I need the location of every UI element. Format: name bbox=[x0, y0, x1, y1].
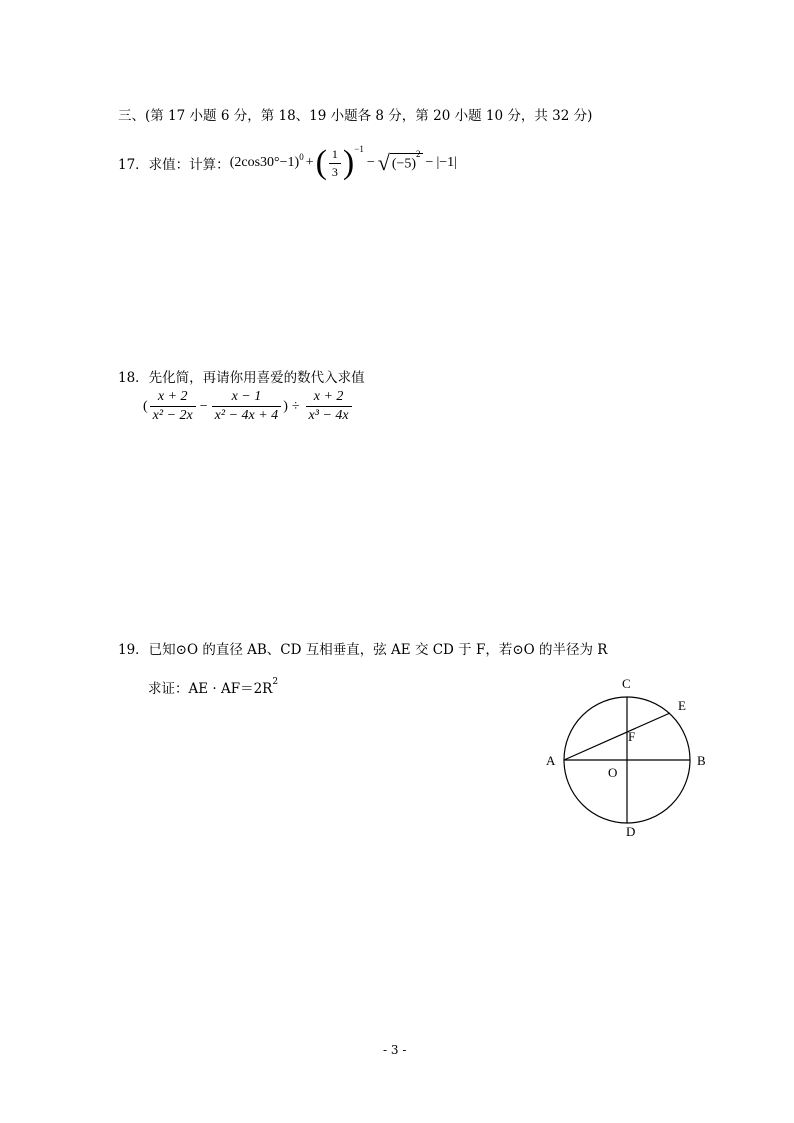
point-d-label: D bbox=[626, 824, 636, 839]
point-e-label: E bbox=[678, 698, 686, 713]
q17-sqrt: √ $(-5)^2$ bbox=[377, 149, 421, 175]
circle-diagram bbox=[530, 670, 720, 850]
page-number: - 3 - bbox=[383, 1043, 407, 1057]
point-b-label: B bbox=[697, 753, 706, 768]
q17-label: 17．求值：计算： bbox=[118, 157, 230, 173]
point-c-label: C bbox=[622, 676, 631, 691]
q18-expression: ( $\frac{x + 2}{\text{x² − 2x}}$ − $\frac{x - 1}{\text{x² − 4x + 4}}$ ) ÷ $\frac{x + 2}{\text{x³ − 4x}}$ bbox=[143, 389, 354, 424]
q17-cos-term: 2cos30°−1 bbox=[234, 155, 295, 170]
q18-label: 18．先化简，再请你用喜爱的数代入求值 bbox=[118, 370, 365, 386]
point-a-label: A bbox=[546, 753, 556, 768]
q17-fraction: $\frac{1}{3}$ bbox=[329, 147, 341, 180]
q18-fraction-2: $\frac{x - 1}{\text{x² − 4x + 4}}$ bbox=[212, 389, 282, 424]
q19-label: 19．已知⊙O 的直径 AB、CD 互相垂直，弦 AE 交 CD 于 F，若⊙O 的半径为 R bbox=[118, 642, 608, 658]
q19-prove: 求证：AE · $AF=2R^2$ bbox=[148, 676, 279, 697]
chord-ae bbox=[564, 713, 670, 760]
q17-expression: ( 2cos30°−1 ) $^0$ + ( $\frac{1}{3}$ ) $^{-1}$ − √ $(-5)^2$ − |−1| bbox=[229, 144, 457, 181]
question-17 bbox=[118, 146, 457, 180]
q18-fraction-3: $\frac{x + 2}{\text{x³ − 4x}}$ bbox=[306, 389, 352, 424]
point-f-label: F bbox=[628, 729, 636, 744]
q17-exp-neg1: −1 bbox=[354, 144, 364, 154]
point-o-label: O bbox=[608, 765, 618, 780]
q17-abs: |−1| bbox=[436, 155, 457, 170]
q17-exp-zero: 0 bbox=[299, 152, 304, 162]
q18-fraction-1: $\frac{x + 2}{\text{x² − 2x}}$ bbox=[150, 389, 196, 424]
section-heading: 三、(第 17 小题 6 分，第 18、19 小题各 8 分，第 20 小题 10 分，共 32 分) bbox=[118, 108, 593, 124]
